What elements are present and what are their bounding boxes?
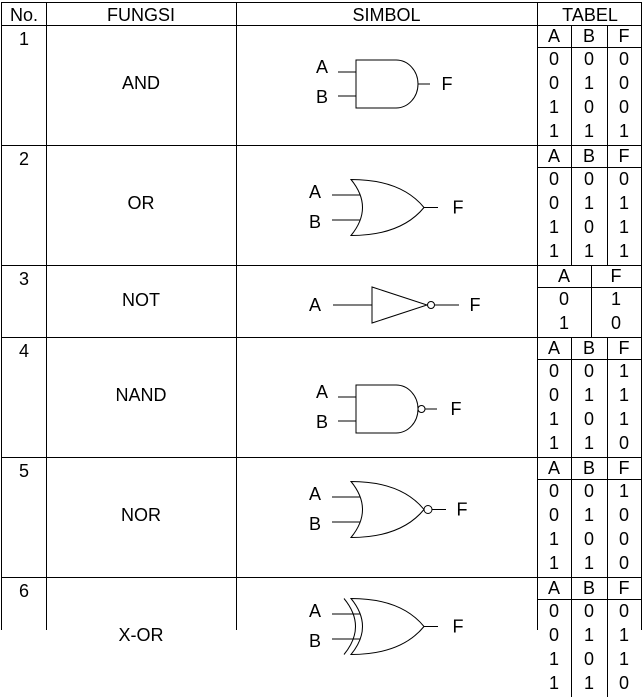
inversion-bubble xyxy=(418,406,425,413)
table-header-cell: B xyxy=(582,26,595,46)
table-value-cell: 1 xyxy=(610,289,621,309)
table-value-cell: 1 xyxy=(618,361,629,381)
table-value-cell: 0 xyxy=(583,361,594,381)
table-value-cell: 0 xyxy=(583,49,594,69)
output-label: F xyxy=(452,197,464,218)
table-header-cell: B xyxy=(582,146,595,166)
table-value-cell: 1 xyxy=(618,193,629,213)
table-value-cell: 0 xyxy=(548,505,559,525)
table-value-cell: 1 xyxy=(548,649,559,669)
table-value-cell: 1 xyxy=(548,433,559,453)
table-value-cell: 0 xyxy=(618,505,629,525)
table-value-cell: 1 xyxy=(548,217,559,237)
output-label: F xyxy=(441,74,453,94)
table-value-cell: 1 xyxy=(583,673,594,693)
table-value-cell: 1 xyxy=(548,409,559,429)
table-header-divider xyxy=(537,167,641,168)
inversion-bubble xyxy=(424,506,432,514)
table-value-cell: 1 xyxy=(548,97,559,117)
input-label-a: A xyxy=(315,57,329,77)
table-value-cell: 1 xyxy=(558,313,569,333)
input-label-a: A xyxy=(315,382,329,402)
function-name: NOT xyxy=(122,290,160,310)
table-header-cell: F xyxy=(618,146,630,166)
table-value-cell: 1 xyxy=(618,241,629,261)
table-value-cell: 1 xyxy=(618,385,629,405)
input-label-b: B xyxy=(308,631,322,651)
table-value-cell: 0 xyxy=(618,49,629,69)
table-value-cell: 0 xyxy=(548,481,559,501)
table-value-cell: 0 xyxy=(583,649,594,669)
and-gate-symbol xyxy=(236,25,537,145)
xor-gate-symbol xyxy=(236,577,537,697)
table-value-cell: 0 xyxy=(618,169,629,189)
table-header-divider xyxy=(537,47,641,48)
table-header-cell: B xyxy=(582,458,595,478)
table-header-cell: A xyxy=(557,266,570,286)
input-label-b: B xyxy=(308,514,322,534)
table-value-cell: 1 xyxy=(583,121,594,141)
table-header-cell: A xyxy=(547,458,560,478)
truth-table xyxy=(537,145,643,265)
input-label-b: B xyxy=(315,87,329,107)
truth-table xyxy=(537,457,643,577)
input-label-a: A xyxy=(308,601,322,621)
gate-body xyxy=(356,60,418,108)
table-value-cell: 1 xyxy=(548,529,559,549)
table-value-cell: 0 xyxy=(618,73,629,93)
row-number: 4 xyxy=(18,341,29,361)
row-number: 6 xyxy=(18,581,29,601)
table-header-divider xyxy=(537,359,641,360)
row-number: 5 xyxy=(18,461,29,481)
input-label-a: A xyxy=(308,182,322,202)
table-value-cell: 1 xyxy=(618,649,629,669)
input-label: A xyxy=(308,295,322,315)
table-value-cell: 1 xyxy=(548,241,559,261)
table-value-cell: 1 xyxy=(618,481,629,501)
row-number: 2 xyxy=(18,149,29,169)
table-header-cell: A xyxy=(547,26,560,46)
table-value-cell: 0 xyxy=(618,673,629,693)
table-value-cell: 0 xyxy=(618,553,629,573)
table-value-cell: 1 xyxy=(618,409,629,429)
gate-body xyxy=(351,599,424,655)
table-value-cell: 0 xyxy=(548,385,559,405)
table-value-cell: 0 xyxy=(618,97,629,117)
table-header-cell: A xyxy=(547,578,560,598)
border-top xyxy=(1,2,642,3)
gate-body xyxy=(372,287,427,323)
table-value-cell: 1 xyxy=(583,241,594,261)
table-value-cell: 0 xyxy=(583,217,594,237)
table-header-cell: B xyxy=(582,578,595,598)
table-header-cell: F xyxy=(610,266,622,286)
table-value-cell: 0 xyxy=(548,73,559,93)
table-value-cell: 0 xyxy=(618,433,629,453)
gate-body xyxy=(356,385,418,433)
input-label-b: B xyxy=(308,212,322,232)
table-value-cell: 0 xyxy=(583,169,594,189)
table-value-cell: 0 xyxy=(618,529,629,549)
table-value-cell: 0 xyxy=(583,97,594,117)
header-simbol: SIMBOL xyxy=(352,5,421,25)
table-header-cell: A xyxy=(547,146,560,166)
nor-gate-symbol xyxy=(236,457,537,577)
table-header-cell: F xyxy=(618,458,630,478)
table-value-cell: 0 xyxy=(618,601,629,621)
output-label: F xyxy=(456,499,468,520)
table-value-cell: 1 xyxy=(583,433,594,453)
row-number: 1 xyxy=(18,29,29,49)
table-header-cell: F xyxy=(618,338,630,358)
table-value-cell: 1 xyxy=(618,625,629,645)
table-value-cell: 0 xyxy=(548,169,559,189)
function-name: NAND xyxy=(115,385,167,405)
output-label: F xyxy=(452,616,464,637)
table-value-cell: 0 xyxy=(548,193,559,213)
table-value-cell: 1 xyxy=(618,121,629,141)
table-value-cell: 1 xyxy=(583,193,594,213)
truth-table xyxy=(537,577,643,697)
nand-gate-symbol xyxy=(236,337,537,457)
table-value-cell: 0 xyxy=(548,625,559,645)
table-value-cell: 1 xyxy=(548,121,559,141)
table-value-cell: 0 xyxy=(583,601,594,621)
truth-table xyxy=(537,265,643,337)
table-header-cell: F xyxy=(618,578,630,598)
function-name: NOR xyxy=(121,505,161,525)
table-value-cell: 0 xyxy=(610,313,621,333)
header-no: No. xyxy=(9,5,38,25)
table-value-cell: 0 xyxy=(548,49,559,69)
border-left xyxy=(1,2,2,630)
not-gate-symbol xyxy=(236,265,537,337)
output-label: F xyxy=(469,295,481,315)
gate-body xyxy=(351,180,424,236)
table-header-divider xyxy=(537,599,641,600)
function-name: X-OR xyxy=(118,625,164,645)
function-name: OR xyxy=(127,193,155,213)
input-label-b: B xyxy=(315,412,329,432)
or-gate-symbol xyxy=(236,145,537,265)
header-fungsi: FUNGSI xyxy=(106,5,175,25)
column-divider-no xyxy=(46,2,47,630)
table-value-cell: 0 xyxy=(583,529,594,549)
table-value-cell: 0 xyxy=(558,289,569,309)
table-header-divider xyxy=(537,479,641,480)
table-header-cell: F xyxy=(618,26,630,46)
table-header-divider xyxy=(537,287,641,288)
input-label-a: A xyxy=(308,484,322,504)
table-value-cell: 1 xyxy=(583,385,594,405)
table-value-cell: 0 xyxy=(548,601,559,621)
row-number: 3 xyxy=(18,269,29,289)
table-value-cell: 1 xyxy=(583,505,594,525)
table-value-cell: 1 xyxy=(583,73,594,93)
table-value-cell: 1 xyxy=(618,217,629,237)
function-name: AND xyxy=(121,73,160,93)
xor-curve xyxy=(344,599,356,655)
table-header-cell: A xyxy=(547,338,560,358)
table-value-cell: 1 xyxy=(548,673,559,693)
table-value-cell: 1 xyxy=(548,553,559,573)
truth-table xyxy=(537,25,643,145)
truth-table xyxy=(537,337,643,457)
table-header-cell: B xyxy=(582,338,595,358)
table-value-cell: 0 xyxy=(548,361,559,381)
output-label: F xyxy=(450,399,462,419)
table-value-cell: 0 xyxy=(583,409,594,429)
table-value-cell: 0 xyxy=(583,481,594,501)
header-tabel: TABEL xyxy=(562,5,618,25)
table-value-cell: 1 xyxy=(583,553,594,573)
table-value-cell: 1 xyxy=(583,625,594,645)
gate-body xyxy=(351,482,424,538)
